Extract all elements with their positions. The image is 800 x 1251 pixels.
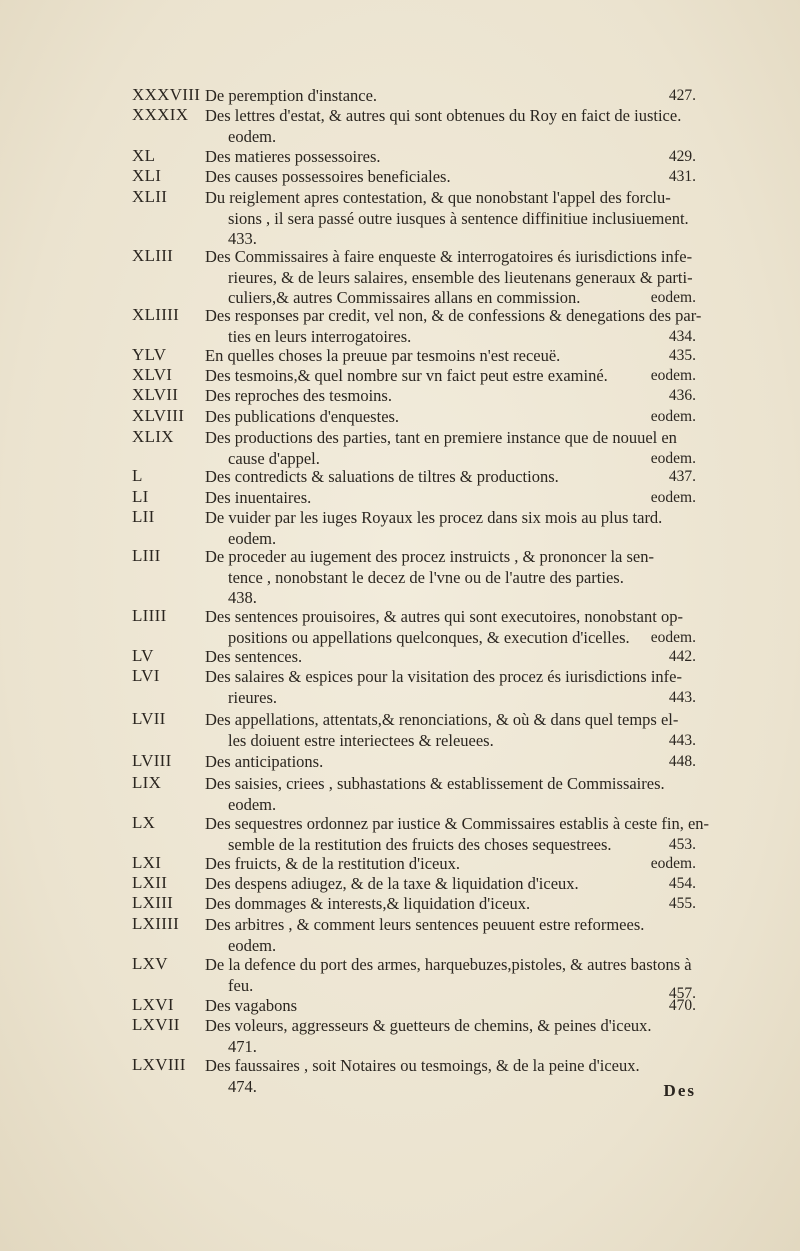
chapter-number: XLVII: [132, 385, 179, 404]
page-number: eodem.: [650, 489, 696, 506]
entry-title: De la defence du port des armes, harquebuzes,pistoles, & autres bastons à: [205, 955, 692, 974]
entry-title: Des contredicts & saluations de tiltres & productions.: [205, 467, 559, 486]
page-number: 470.: [668, 997, 696, 1014]
entry-title-continuation: eodem.: [228, 794, 277, 814]
entry-title: Des lettres d'estat, & autres qui sont obtenues du Roy en faict de iustice.: [205, 106, 682, 125]
entry-title: Des inuentaires.: [205, 488, 312, 507]
page-number: 427.: [668, 87, 696, 104]
page-number: 436.: [668, 387, 696, 404]
entry-title: Des sentences prouisoires, & autres qui sont executoires, nonobstant op-: [205, 607, 683, 626]
chapter-number: XLVIII: [132, 406, 185, 425]
entry-title: De proceder au iugement des procez instruicts , & prononcer la sen-: [205, 547, 654, 566]
entry-title-continuation: semble de la restitution des fruicts des choses sequestrees.: [228, 834, 612, 854]
entry-title: Des causes possessoires beneficiales.: [205, 167, 451, 186]
chapter-number: LVI: [132, 666, 160, 685]
entry-title: Des sequestres ordonnez par iustice & Commissaires establis à ceste fin, en-: [205, 814, 710, 833]
chapter-number: LXII: [132, 873, 168, 892]
entry-title-continuation: cause d'appel.: [228, 448, 320, 468]
entry-title: Des matieres possessoires.: [205, 147, 381, 166]
chapter-number: LIIII: [132, 606, 167, 625]
chapter-number: L: [132, 466, 143, 485]
entry-title: En quelles choses la preuue par tesmoins n'est receuë.: [205, 346, 561, 365]
entry-title-continuation: feu.: [228, 975, 254, 995]
chapter-number: XXXIX: [132, 105, 189, 124]
chapter-number: LX: [132, 813, 156, 832]
chapter-number: LXVIII: [132, 1055, 186, 1074]
chapter-number: LII: [132, 507, 155, 526]
entry-title-continuation: 471.: [228, 1036, 257, 1056]
entry-title: Des appellations, attentats,& renonciations, & où & dans quel temps el-: [205, 710, 679, 729]
entry-title: Des dommages & interests,& liquidation d'iceux.: [205, 894, 531, 913]
entry-title: Des arbitres , & comment leurs sentences peuuent estre reformees.: [205, 915, 645, 934]
page-number: 429.: [668, 148, 696, 165]
page-number: 431.: [668, 168, 696, 185]
entry-title: Des responses par credit, vel non, & de confessions & denegations des par-: [205, 306, 702, 325]
chapter-number: LVIII: [132, 751, 172, 770]
page-number: eodem.: [650, 408, 696, 425]
entry-title: De vuider par les iuges Royaux les procez dans six mois au plus tard.: [205, 508, 663, 527]
page-number: 442.: [668, 648, 696, 665]
page-number: eodem.: [650, 628, 696, 646]
chapter-number: LXV: [132, 954, 168, 973]
chapter-number: XLIII: [132, 246, 174, 265]
entry-title-continuation: 438.: [228, 588, 257, 607]
entry-title: Des despens adiugez, & de la taxe & liquidation d'iceux.: [205, 874, 579, 893]
entry-title-continuation: eodem.: [228, 126, 277, 146]
catchword: Des: [663, 1081, 696, 1100]
entry-title: Des vagabons: [205, 996, 298, 1015]
entry-title: Des voleurs, aggresseurs & guetteurs de chemins, & peines d'iceux.: [205, 1016, 652, 1035]
entry-title-continuation: eodem.: [228, 528, 277, 548]
page-number: eodem.: [650, 855, 696, 872]
chapter-number: LIII: [132, 546, 161, 565]
chapter-number: LXIII: [132, 893, 174, 912]
chapter-number: LXI: [132, 853, 162, 872]
chapter-number: XLII: [132, 187, 168, 206]
chapter-number: XLVI: [132, 365, 173, 384]
entry-title-continuation: 433.: [228, 229, 257, 248]
entry-title-continuation: rieures, & de leurs salaires, ensemble des lieutenans generaux & parti-: [228, 267, 693, 287]
entry-title: Des reproches des tesmoins.: [205, 386, 392, 405]
page-number: eodem.: [650, 449, 696, 467]
page-number: eodem.: [650, 289, 696, 306]
entry-title-continuation: eodem.: [228, 935, 277, 955]
chapter-number: LXIIII: [132, 914, 180, 933]
chapter-number: XLIIII: [132, 305, 180, 324]
entry-title: Des sentences.: [205, 647, 303, 666]
page-number: 453.: [668, 835, 696, 853]
chapter-number: XLIX: [132, 427, 174, 446]
page-number: eodem.: [650, 367, 696, 384]
chapter-number: YLV: [132, 345, 167, 364]
entry-title-continuation: rieures.: [228, 687, 278, 707]
entry-title-continuation: les doiuent estre interiectees & releuees.: [228, 730, 494, 750]
entry-title: Des faussaires , soit Notaires ou tesmoings, & de la peine d'iceux.: [205, 1056, 640, 1075]
page-number: 443.: [668, 688, 696, 706]
entry-title: Des fruicts, & de la restitution d'iceux.: [205, 854, 460, 873]
entry-title-continuation: tence , nonobstant le decez de l'vne ou de l'autre des parties.: [228, 567, 624, 587]
page-number: 454.: [668, 875, 696, 892]
entry-title: De peremption d'instance.: [205, 86, 378, 105]
entry-title-continuation: positions ou appellations quelconques, & execution d'icelles.: [228, 627, 630, 647]
chapter-number: XLI: [132, 166, 162, 185]
entry-title: Du reiglement apres contestation, & que nonobstant l'appel des forclu-: [205, 188, 671, 207]
page-number: 448.: [668, 753, 696, 770]
entry-title-continuation: 474.: [228, 1076, 257, 1096]
chapter-number: LV: [132, 646, 154, 665]
page-number: 455.: [668, 895, 696, 912]
chapter-number: XXXVIII: [132, 85, 201, 104]
entry-title: Des tesmoins,& quel nombre sur vn faict peut estre examiné.: [205, 366, 608, 385]
entry-title: Des Commissaires à faire enqueste & interrogatoires és iurisdictions infe-: [205, 247, 693, 266]
entry-title-continuation: sions , il sera passé outre iusques à sentence diffinitiue inclusiuement.: [228, 208, 689, 228]
chapter-number: LI: [132, 487, 149, 506]
page-number: 457.: [668, 984, 696, 1002]
page-number: 437.: [668, 468, 696, 485]
entry-title-continuation: ties en leurs interrogatoires.: [228, 326, 412, 346]
chapter-number: LXVI: [132, 995, 174, 1014]
entry-title-continuation: culiers,& autres Commissaires allans en commission.: [228, 288, 581, 307]
entry-title: Des anticipations.: [205, 752, 324, 771]
entry-title: Des productions des parties, tant en premiere instance que de nouuel en: [205, 428, 677, 447]
entry-title: Des saisies, criees , subhastations & establissement de Commissaires.: [205, 774, 665, 793]
chapter-number: LIX: [132, 773, 162, 792]
entry-title: Des publications d'enquestes.: [205, 407, 400, 426]
chapter-number: XL: [132, 146, 156, 165]
page-number: 434.: [668, 327, 696, 345]
entry-title: Des salaires & espices pour la visitation des procez és iurisdictions infe-: [205, 667, 682, 686]
chapter-number: LVII: [132, 709, 166, 728]
page-number: 443.: [668, 731, 696, 749]
chapter-number: LXVII: [132, 1015, 180, 1034]
page-number: 435.: [668, 347, 696, 364]
